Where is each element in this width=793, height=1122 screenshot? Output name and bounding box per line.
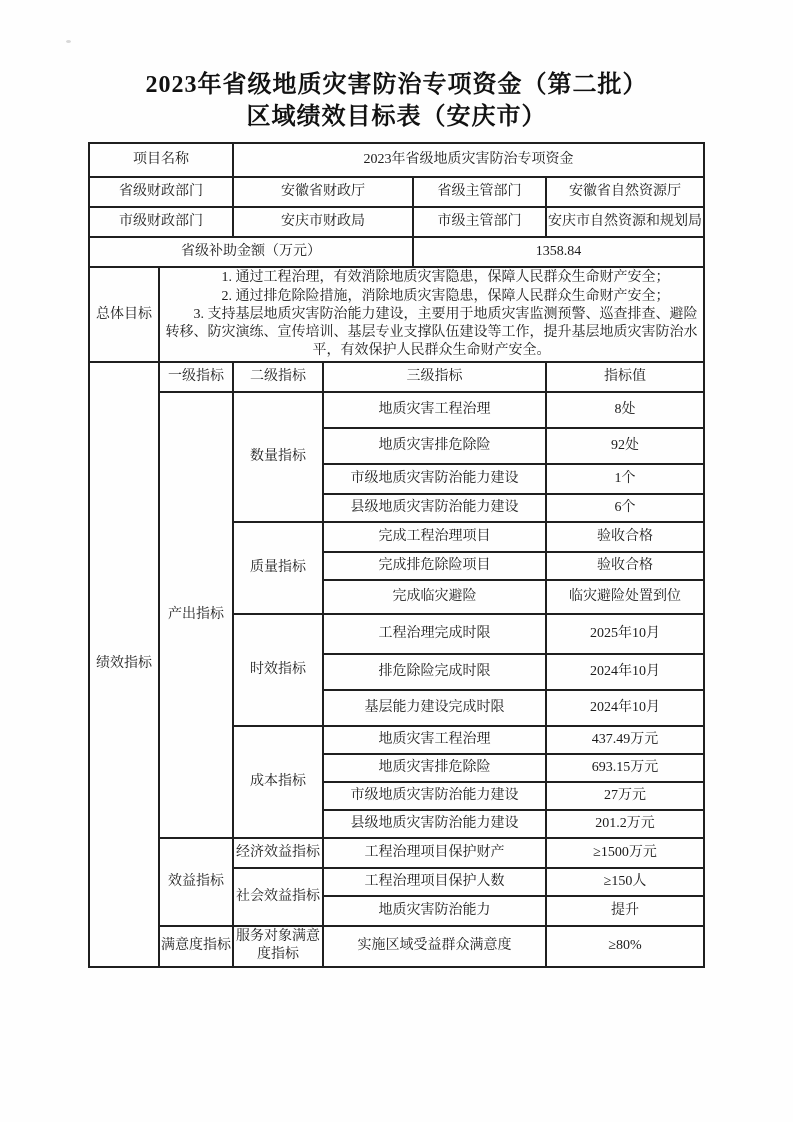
indicator-name: 市级地质灾害防治能力建设	[323, 782, 546, 810]
project-name-row	[89, 143, 704, 177]
quality-indicator-group-label: 质量指标	[233, 522, 323, 614]
indicator-value: 92处	[546, 428, 704, 464]
project-name-value: 2023年省级地质灾害防治专项资金	[233, 143, 704, 177]
indicator-value: 27万元	[546, 782, 704, 810]
indicator-name: 工程治理项目保护财产	[323, 838, 546, 868]
indicator-name: 完成排危除险项目	[323, 552, 546, 580]
overall-goal-content	[159, 267, 704, 362]
goal-item-1: 1. 通过工程治理，有效消除地质灾害隐患，保障人民群众生命财产安全；	[221, 270, 670, 286]
indicator-value: 437.49万元	[546, 726, 704, 754]
indicator-name: 县级地质灾害防治能力建设	[323, 810, 546, 838]
indicator-value: ≥1500万元	[546, 838, 704, 868]
indicator-header-row	[89, 362, 704, 392]
performance-indicator-section-label: 绩效指标	[89, 362, 159, 966]
indicator-name: 工程治理完成时限	[323, 614, 546, 654]
provincial-supervisor-value: 安徽省自然资源厅	[546, 177, 704, 207]
goal-item-2: 2. 通过排危除险措施，消除地质灾害隐患，保障人民群众生命财产安全；	[221, 288, 670, 304]
indicator-name: 地质灾害工程治理	[323, 726, 546, 754]
indicator-row	[89, 838, 704, 868]
economic-benefit-group-label: 经济效益指标	[233, 838, 323, 868]
provincial-finance-value: 安徽省财政厅	[233, 177, 413, 207]
indicator-value: 8处	[546, 392, 704, 428]
municipal-supervisor-label: 市级主管部门	[413, 207, 546, 237]
indicator-value: ≥150人	[546, 868, 704, 896]
social-benefit-group-label: 社会效益指标	[233, 868, 323, 926]
indicator-value: 6个	[546, 494, 704, 522]
performance-target-table	[88, 142, 705, 967]
provincial-departments-row	[89, 177, 704, 207]
header-value: 指标值	[546, 362, 704, 392]
indicator-name: 市级地质灾害防治能力建设	[323, 464, 546, 494]
overall-goal-label: 总体目标	[89, 267, 159, 362]
municipal-finance-label: 市级财政部门	[89, 207, 233, 237]
document-title-line1: 2023年省级地质灾害防治专项资金（第二批）	[145, 72, 648, 98]
quantity-indicator-group-label: 数量指标	[233, 392, 323, 522]
indicator-value: 提升	[546, 896, 704, 926]
indicator-name: 地质灾害排危除险	[323, 754, 546, 782]
provincial-supervisor-label: 省级主管部门	[413, 177, 546, 207]
header-level3: 三级指标	[323, 362, 546, 392]
indicator-row	[89, 926, 704, 966]
indicator-row	[89, 392, 704, 428]
indicator-name: 地质灾害排危除险	[323, 428, 546, 464]
indicator-name: 完成临灾避险	[323, 580, 546, 614]
indicator-value: 验收合格	[546, 522, 704, 552]
benefit-indicator-group-label: 效益指标	[159, 838, 233, 926]
subsidy-amount-row	[89, 237, 704, 267]
municipal-supervisor-value: 安庆市自然资源和规划局	[546, 207, 704, 237]
service-satisfaction-group-label: 服务对象满意度指标	[233, 926, 323, 966]
indicator-value: 1个	[546, 464, 704, 494]
indicator-value: 验收合格	[546, 552, 704, 580]
indicator-value: 2025年10月	[546, 614, 704, 654]
indicator-name: 排危除险完成时限	[323, 654, 546, 690]
document-title-line2: 区域绩效目标表（安庆市）	[246, 103, 547, 130]
indicator-value: 2024年10月	[546, 690, 704, 726]
cost-indicator-group-label: 成本指标	[233, 726, 323, 838]
indicator-name: 地质灾害工程治理	[323, 392, 546, 428]
indicator-value: ≥80%	[546, 926, 704, 966]
subsidy-amount-value: 1358.84	[413, 237, 704, 267]
indicator-name: 完成工程治理项目	[323, 522, 546, 552]
indicator-value: 201.2万元	[546, 810, 704, 838]
indicator-value: 临灾避险处置到位	[546, 580, 704, 614]
indicator-name: 县级地质灾害防治能力建设	[323, 494, 546, 522]
indicator-name: 基层能力建设完成时限	[323, 690, 546, 726]
subsidy-amount-label: 省级补助金额（万元）	[89, 237, 413, 267]
header-level2: 二级指标	[233, 362, 323, 392]
overall-goal-row	[89, 267, 704, 362]
indicator-name: 地质灾害防治能力	[323, 896, 546, 926]
satisfaction-indicator-group-label: 满意度指标	[159, 926, 233, 966]
scan-artifact-speck	[66, 40, 71, 43]
output-indicator-group-label: 产出指标	[159, 392, 233, 838]
provincial-finance-label: 省级财政部门	[89, 177, 233, 207]
indicator-name: 工程治理项目保护人数	[323, 868, 546, 896]
indicator-value: 693.15万元	[546, 754, 704, 782]
project-name-label: 项目名称	[89, 143, 233, 177]
municipal-finance-value: 安庆市财政局	[233, 207, 413, 237]
municipal-departments-row	[89, 207, 704, 237]
indicator-value: 2024年10月	[546, 654, 704, 690]
document-title	[0, 0, 793, 133]
header-level1: 一级指标	[159, 362, 233, 392]
time-indicator-group-label: 时效指标	[233, 614, 323, 726]
goal-item-3: 3. 支持基层地质灾害防治能力建设，主要用于地质灾害监测预警、巡查排查、避险转移、防灾演练、宣传培训、基层专业支撑队伍建设等工作，提升基层地质灾害防治水平，有效保护人民群众生命财产安全。	[165, 306, 698, 359]
indicator-name: 实施区域受益群众满意度	[323, 926, 546, 966]
